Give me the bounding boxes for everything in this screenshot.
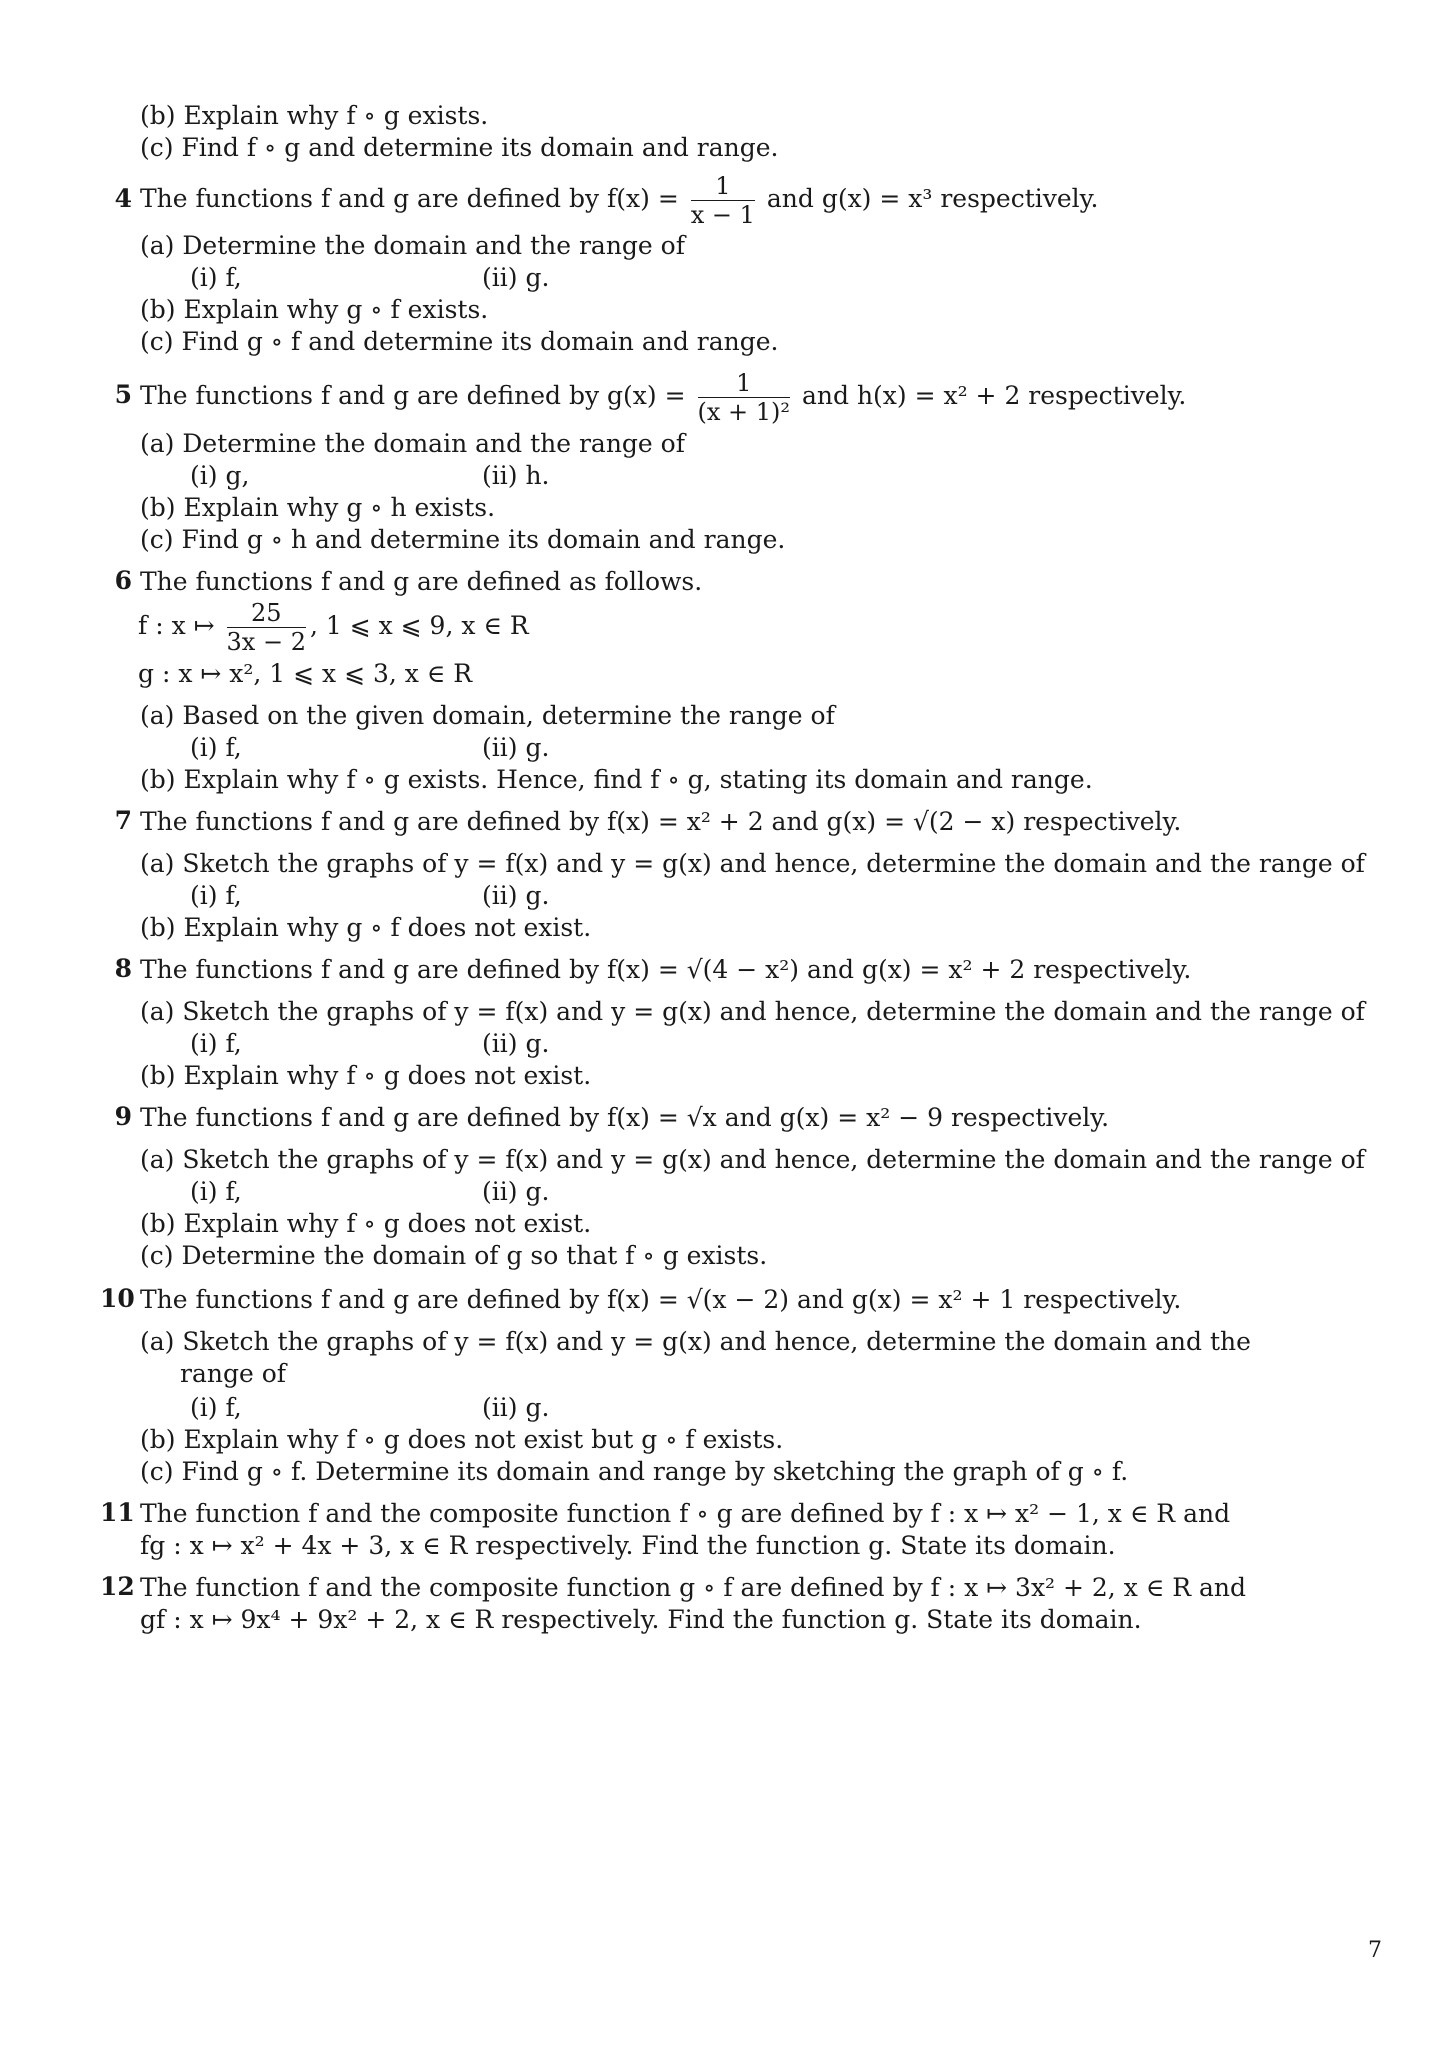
q5-number: 5 — [114, 380, 132, 409]
q5-part-b: (b) Explain why g ∘ h exists. — [140, 493, 496, 522]
q11-text-line1: The function f and the composite function f ∘ g are defined by f : x ↦ x² − 1, x ∈ R and — [140, 1499, 1231, 1528]
q6-number: 6 — [114, 566, 132, 595]
q8-part-a-i: (i) f, — [190, 1029, 242, 1058]
q4-fraction-num: 1 — [691, 174, 755, 201]
q7-number: 7 — [114, 806, 132, 835]
q6-fraction — [227, 601, 306, 654]
q9-stem: The functions f and g are defined by f(x) = √x and g(x) = x² − 9 respectively. — [140, 1103, 1110, 1132]
q11-number: 11 — [100, 1498, 135, 1527]
q10-part-a-ii: (ii) g. — [482, 1393, 550, 1422]
q10-stem: The functions f and g are defined by f(x) = √(x − 2) and g(x) = x² + 1 respectively. — [140, 1285, 1182, 1314]
q5-part-a-i: (i) g, — [190, 461, 250, 490]
q10-part-b: (b) Explain why f ∘ g does not exist but g ∘ f exists. — [140, 1425, 784, 1454]
q6-fraction-den: 3x − 2 — [226, 628, 306, 656]
q5-stem-post: and h(x) = x² + 2 respectively. — [801, 381, 1187, 410]
q4-stem-post: and g(x) = x³ respectively. — [766, 184, 1099, 213]
q6-fraction-num: 25 — [227, 601, 306, 628]
q9-part-a-i: (i) f, — [190, 1177, 242, 1206]
q12-number: 12 — [100, 1572, 135, 1601]
q5-stem — [140, 366, 1186, 426]
q10-part-a-i: (i) f, — [190, 1393, 242, 1422]
q8-part-a: (a) Sketch the graphs of y = f(x) and y = g(x) and hence, determine the domain and the range of — [140, 997, 1365, 1026]
q7-part-a: (a) Sketch the graphs of y = f(x) and y = g(x) and hence, determine the domain and the range of — [140, 849, 1365, 878]
q9-part-a: (a) Sketch the graphs of y = f(x) and y = g(x) and hence, determine the domain and the range of — [140, 1145, 1365, 1174]
q7-part-b: (b) Explain why g ∘ f does not exist. — [140, 913, 592, 942]
q4-stem-pre: The functions f and g are defined by f(x) = — [140, 184, 679, 213]
q6-part-a: (a) Based on the given domain, determine the range of — [140, 701, 835, 730]
q5-part-a: (a) Determine the domain and the range of — [140, 429, 685, 458]
q6-part-b: (b) Explain why f ∘ g exists. Hence, find f ∘ g, stating its domain and range. — [140, 765, 1093, 794]
q4-stem — [140, 170, 1098, 228]
q7-part-a-i: (i) f, — [190, 881, 242, 910]
q6-f-post: , 1 ⩽ x ⩽ 9, x ∈ R — [309, 611, 529, 640]
q11-text-line2: fg : x ↦ x² + 4x + 3, x ∈ R respectively. Find the function g. State its domain. — [140, 1531, 1116, 1560]
q6-part-a-ii: (ii) g. — [482, 733, 550, 762]
q9-part-b: (b) Explain why f ∘ g does not exist. — [140, 1209, 592, 1238]
q8-part-a-ii: (ii) g. — [482, 1029, 550, 1058]
q4-part-a-i: (i) f, — [190, 263, 242, 292]
q3-part-b: (b) Explain why f ∘ g exists. — [140, 101, 489, 130]
q8-stem: The functions f and g are defined by f(x) = √(4 − x²) and g(x) = x² + 2 respectively. — [140, 955, 1192, 984]
q9-part-a-ii: (ii) g. — [482, 1177, 550, 1206]
q6-stem: The functions f and g are defined as follows. — [140, 567, 703, 596]
q6-f-pre: f : x ↦ — [138, 611, 215, 640]
q6-f-definition — [138, 596, 529, 656]
q5-fraction-den: (x + 1)² — [697, 398, 791, 426]
q7-part-a-ii: (ii) g. — [482, 881, 550, 910]
q7-stem: The functions f and g are defined by f(x) = x² + 2 and g(x) = √(2 − x) respectively. — [140, 807, 1182, 836]
q5-fraction — [698, 371, 791, 424]
q6-part-a-i: (i) f, — [190, 733, 242, 762]
q4-part-a: (a) Determine the domain and the range of — [140, 231, 685, 260]
q4-number: 4 — [114, 184, 132, 213]
q9-part-c: (c) Determine the domain of g so that f ∘ g exists. — [140, 1241, 768, 1270]
page-number: 7 — [1368, 1938, 1382, 1963]
q3-part-c: (c) Find f ∘ g and determine its domain and range. — [140, 133, 779, 162]
q5-part-c: (c) Find g ∘ h and determine its domain and range. — [140, 525, 786, 554]
q10-part-a-cont: range of — [180, 1359, 287, 1388]
q10-part-a: (a) Sketch the graphs of y = f(x) and y = g(x) and hence, determine the domain and the — [140, 1327, 1251, 1356]
q12-text-line2: gf : x ↦ 9x⁴ + 9x² + 2, x ∈ R respectively. Find the function g. State its domain. — [140, 1605, 1142, 1634]
q5-fraction-num: 1 — [698, 371, 791, 398]
q5-stem-pre: The functions f and g are defined by g(x) = — [140, 381, 686, 410]
q10-number: 10 — [100, 1284, 135, 1313]
q10-part-c: (c) Find g ∘ f. Determine its domain and range by sketching the graph of g ∘ f. — [140, 1457, 1129, 1486]
q4-fraction-den: x − 1 — [690, 201, 755, 229]
q4-part-c: (c) Find g ∘ f and determine its domain and range. — [140, 327, 779, 356]
q8-number: 8 — [114, 954, 132, 983]
q4-part-b: (b) Explain why g ∘ f exists. — [140, 295, 489, 324]
q12-text-line1: The function f and the composite function g ∘ f are defined by f : x ↦ 3x² + 2, x ∈ R and — [140, 1573, 1246, 1602]
q4-fraction — [691, 174, 755, 227]
q8-part-b: (b) Explain why f ∘ g does not exist. — [140, 1061, 592, 1090]
q5-part-a-ii: (ii) h. — [482, 461, 550, 490]
q6-g-definition: g : x ↦ x², 1 ⩽ x ⩽ 3, x ∈ R — [138, 659, 473, 688]
q9-number: 9 — [114, 1102, 132, 1131]
q4-part-a-ii: (ii) g. — [482, 263, 550, 292]
